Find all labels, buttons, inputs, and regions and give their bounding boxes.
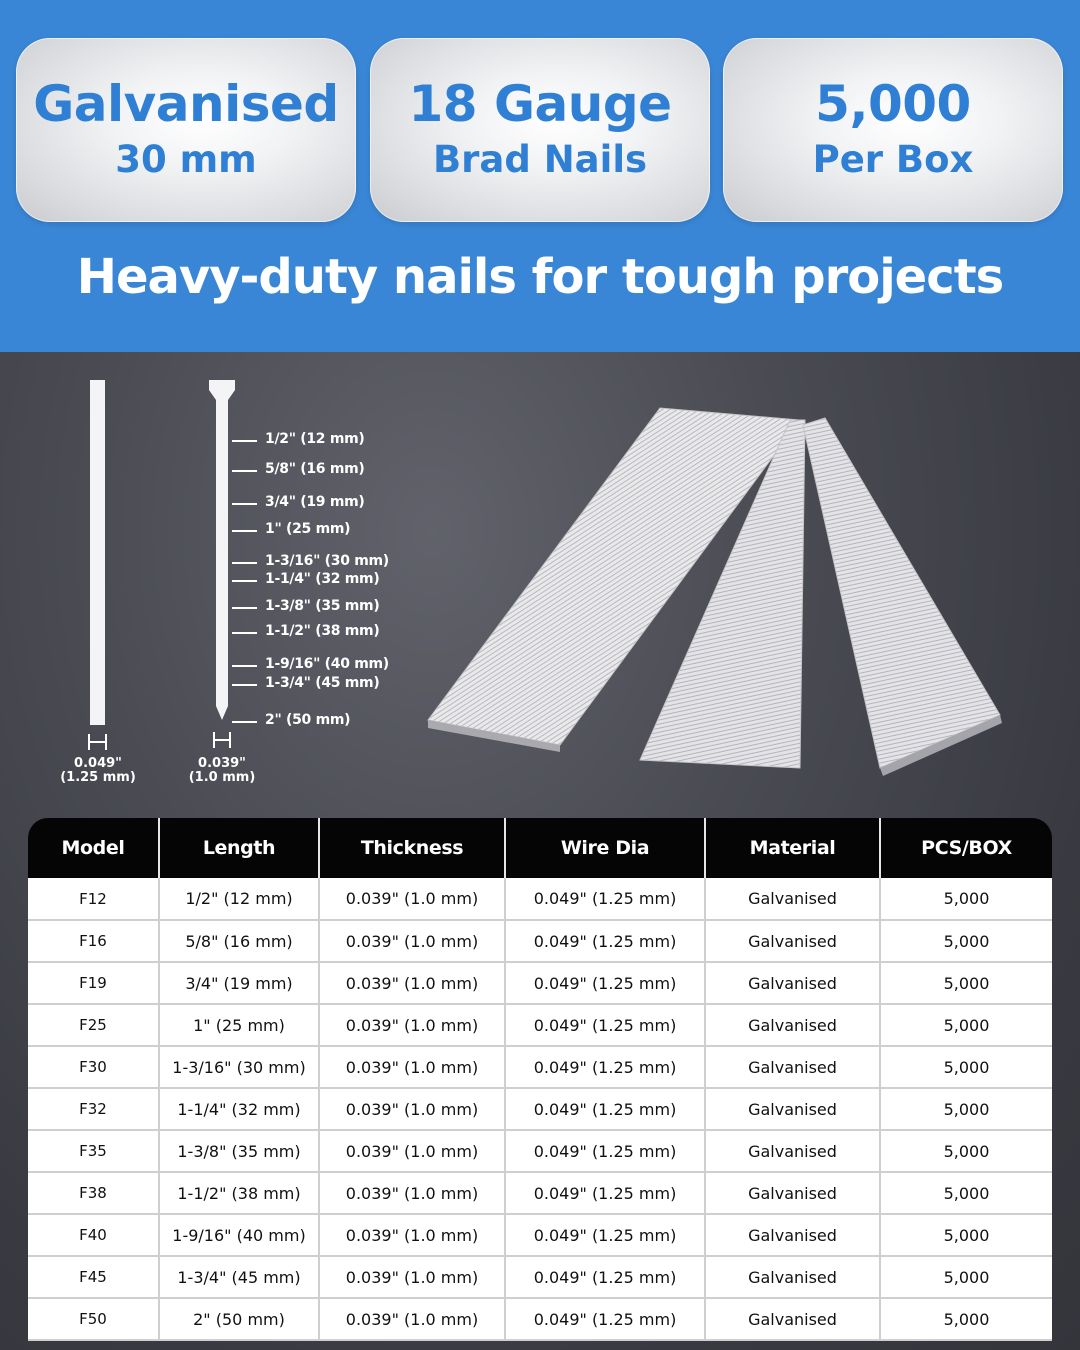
nail-strips-image [420, 390, 1060, 790]
material-cell: Galvanised [705, 878, 880, 920]
length-mark-label: 1-3/4" (45 mm) [265, 675, 380, 691]
col-header-model: Model [28, 818, 159, 878]
badge-quantity [723, 38, 1063, 222]
badge-title: Galvanised [33, 75, 339, 133]
model-cell: F30 [28, 1046, 159, 1088]
material-cell: Galvanised [705, 1130, 880, 1172]
material-cell: Galvanised [705, 1256, 880, 1298]
material-cell: Galvanised [705, 1004, 880, 1046]
badge-title: 5,000 [815, 75, 971, 133]
length-cell: 1-3/4" (45 mm) [159, 1256, 319, 1298]
material-cell: Galvanised [705, 962, 880, 1004]
length-cell: 5/8" (16 mm) [159, 920, 319, 962]
thickness-cell: 0.039" (1.0 mm) [319, 878, 505, 920]
length-mark-label: 1" (25 mm) [265, 521, 351, 537]
model-cell: F45 [28, 1256, 159, 1298]
top-banner [0, 0, 1080, 352]
wire-dia-cell: 0.049" (1.25 mm) [505, 1130, 705, 1172]
badge-title: 18 Gauge [408, 75, 672, 133]
pcs-box-cell: 5,000 [880, 1256, 1052, 1298]
col-header-material: Material [705, 818, 880, 878]
table-row [28, 1004, 1052, 1046]
col-header-pcs-box: PCS/BOX [880, 818, 1052, 878]
length-mark-label: 2" (50 mm) [265, 712, 351, 728]
length-mark-label: 1-1/4" (32 mm) [265, 571, 380, 587]
model-cell: F40 [28, 1214, 159, 1256]
table-row [28, 1046, 1052, 1088]
pcs-box-cell: 5,000 [880, 1004, 1052, 1046]
wire-diameter-marker [214, 732, 230, 748]
material-cell: Galvanised [705, 920, 880, 962]
model-cell: F12 [28, 878, 159, 920]
table-row [28, 878, 1052, 920]
head-diameter-marker [89, 734, 106, 750]
table-header-row [28, 818, 1052, 878]
length-mark-label: 1-3/8" (35 mm) [265, 598, 380, 614]
badge-galvanised [16, 38, 356, 222]
col-header-length: Length [159, 818, 319, 878]
table-row [28, 1214, 1052, 1256]
material-cell: Galvanised [705, 1172, 880, 1214]
table-body [28, 878, 1052, 1340]
pcs-box-cell: 5,000 [880, 1130, 1052, 1172]
wire-dia-cell: 0.049" (1.25 mm) [505, 878, 705, 920]
length-cell: 2" (50 mm) [159, 1298, 319, 1340]
pcs-box-cell: 5,000 [880, 1046, 1052, 1088]
wire-diameter-label [184, 757, 260, 785]
thickness-cell: 0.039" (1.0 mm) [319, 1088, 505, 1130]
table-row [28, 920, 1052, 962]
table-row [28, 1088, 1052, 1130]
wire-dia-cell: 0.049" (1.25 mm) [505, 1088, 705, 1130]
wire-diameter-mm: (1.0 mm) [188, 770, 256, 785]
nail-front-view [209, 380, 235, 720]
length-cell: 1-9/16" (40 mm) [159, 1214, 319, 1256]
length-mark-label: 1-3/16" (30 mm) [265, 553, 389, 569]
head-diameter-label [60, 757, 136, 785]
wire-dia-cell: 0.049" (1.25 mm) [505, 1298, 705, 1340]
thickness-cell: 0.039" (1.0 mm) [319, 1214, 505, 1256]
length-mark-label: 1-9/16" (40 mm) [265, 656, 389, 672]
length-ticks [232, 441, 257, 722]
material-cell: Galvanised [705, 1214, 880, 1256]
table-row [28, 1130, 1052, 1172]
badge-subtitle: 30 mm [115, 138, 257, 181]
badge-subtitle: Per Box [812, 138, 974, 181]
thickness-cell: 0.039" (1.0 mm) [319, 1130, 505, 1172]
nail-size-diagram [0, 352, 420, 802]
length-cell: 1-3/8" (35 mm) [159, 1130, 319, 1172]
table-row [28, 1256, 1052, 1298]
wire-dia-cell: 0.049" (1.25 mm) [505, 1172, 705, 1214]
thickness-cell: 0.039" (1.0 mm) [319, 962, 505, 1004]
thickness-cell: 0.039" (1.0 mm) [319, 1004, 505, 1046]
table-row [28, 962, 1052, 1004]
pcs-box-cell: 5,000 [880, 1214, 1052, 1256]
material-cell: Galvanised [705, 1088, 880, 1130]
model-cell: F38 [28, 1172, 159, 1214]
wire-dia-cell: 0.049" (1.25 mm) [505, 1256, 705, 1298]
length-cell: 1/2" (12 mm) [159, 878, 319, 920]
thickness-cell: 0.039" (1.0 mm) [319, 1172, 505, 1214]
length-cell: 1" (25 mm) [159, 1004, 319, 1046]
col-header-thickness: Thickness [319, 818, 505, 878]
length-cell: 3/4" (19 mm) [159, 962, 319, 1004]
pcs-box-cell: 5,000 [880, 1172, 1052, 1214]
wire-dia-cell: 0.049" (1.25 mm) [505, 1046, 705, 1088]
wire-dia-cell: 0.049" (1.25 mm) [505, 920, 705, 962]
model-cell: F16 [28, 920, 159, 962]
head-diameter-mm: (1.25 mm) [60, 770, 136, 785]
table-row [28, 1298, 1052, 1340]
material-cell: Galvanised [705, 1046, 880, 1088]
spec-table [28, 818, 1052, 1341]
thickness-cell: 0.039" (1.0 mm) [319, 1256, 505, 1298]
model-cell: F19 [28, 962, 159, 1004]
thickness-cell: 0.039" (1.0 mm) [319, 920, 505, 962]
badge-gauge [370, 38, 710, 222]
nail-side-view [90, 380, 105, 725]
wire-diameter-inch: 0.039" [198, 756, 246, 771]
model-cell: F25 [28, 1004, 159, 1046]
length-cell: 1-1/2" (38 mm) [159, 1172, 319, 1214]
head-diameter-inch: 0.049" [74, 756, 122, 771]
material-cell: Galvanised [705, 1298, 880, 1340]
table-row [28, 1172, 1052, 1214]
length-cell: 1-3/16" (30 mm) [159, 1046, 319, 1088]
wire-dia-cell: 0.049" (1.25 mm) [505, 1214, 705, 1256]
pcs-box-cell: 5,000 [880, 962, 1052, 1004]
nail-strip-front [803, 418, 1000, 768]
col-header-wire-dia: Wire Dia [505, 818, 705, 878]
pcs-box-cell: 5,000 [880, 1298, 1052, 1340]
wire-dia-cell: 0.049" (1.25 mm) [505, 962, 705, 1004]
headline: Heavy-duty nails for tough projects [76, 249, 1004, 305]
pcs-box-cell: 5,000 [880, 1088, 1052, 1130]
model-cell: F35 [28, 1130, 159, 1172]
length-mark-label: 1/2" (12 mm) [265, 431, 365, 447]
pcs-box-cell: 5,000 [880, 878, 1052, 920]
length-mark-label: 5/8" (16 mm) [265, 461, 365, 477]
length-mark-label: 1-1/2" (38 mm) [265, 623, 380, 639]
pcs-box-cell: 5,000 [880, 920, 1052, 962]
badge-subtitle: Brad Nails [432, 138, 648, 181]
model-cell: F50 [28, 1298, 159, 1340]
length-mark-label: 3/4" (19 mm) [265, 494, 365, 510]
thickness-cell: 0.039" (1.0 mm) [319, 1298, 505, 1340]
thickness-cell: 0.039" (1.0 mm) [319, 1046, 505, 1088]
model-cell: F32 [28, 1088, 159, 1130]
wire-dia-cell: 0.049" (1.25 mm) [505, 1004, 705, 1046]
length-cell: 1-1/4" (32 mm) [159, 1088, 319, 1130]
